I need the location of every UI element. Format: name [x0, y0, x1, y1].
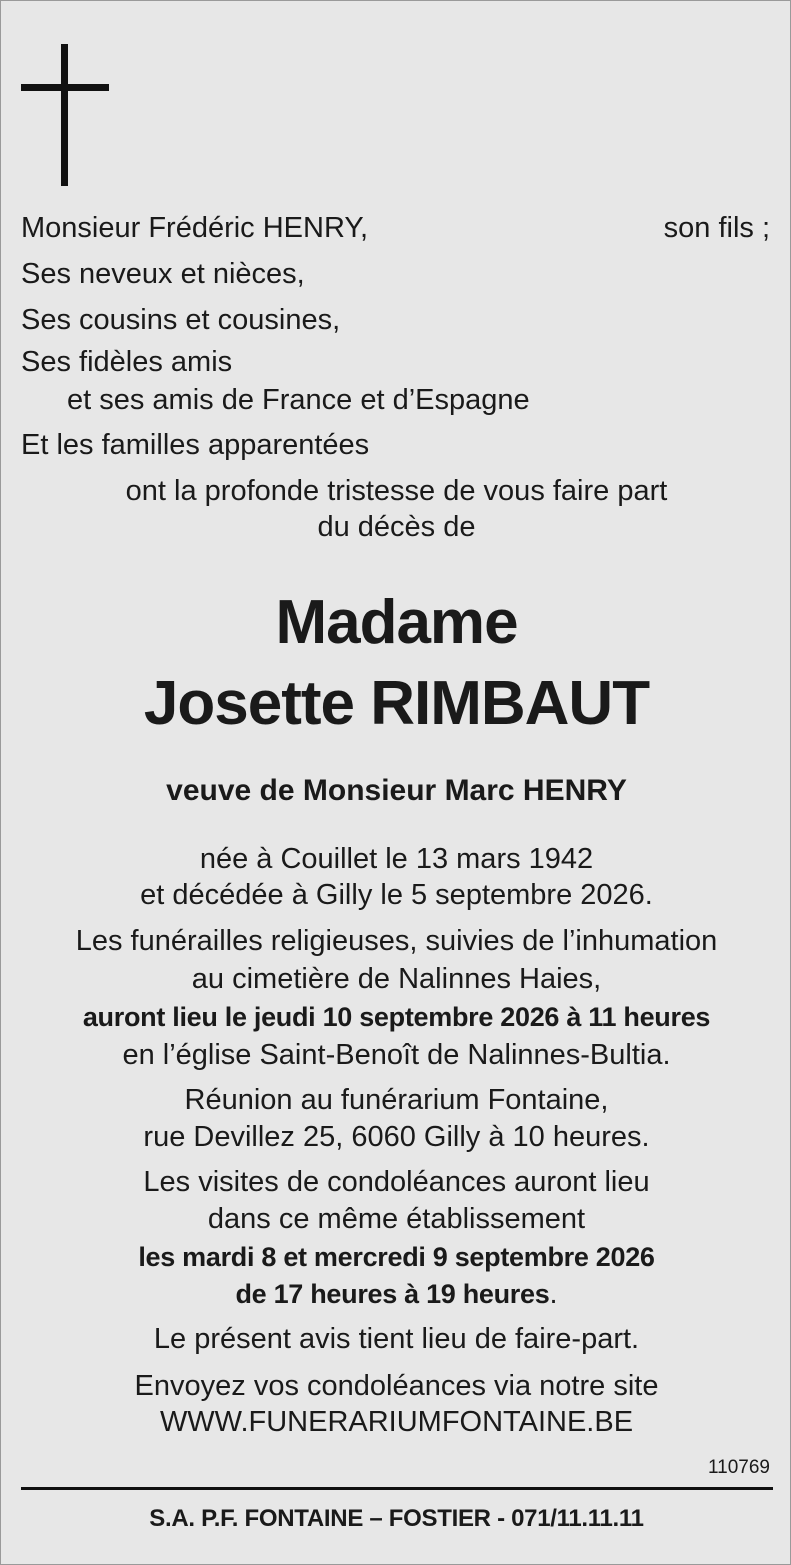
family-son-relation: son fils ; — [663, 212, 770, 244]
family-relatives: Et les familles apparentées — [21, 429, 370, 461]
birth-info: née à Couillet le 13 mars 1942 — [199, 843, 594, 875]
widow-of: veuve de Monsieur Marc HENRY — [166, 774, 627, 807]
family-friends-abroad: et ses amis de France et d’Espagne — [67, 384, 530, 416]
deceased-title: Madame — [275, 588, 518, 657]
visits-end: . — [549, 1278, 558, 1310]
deceased-name: Josette RIMBAUT — [143, 669, 650, 738]
funeral-line1: Les funérailles religieuses, suivies de l’inhumation — [75, 925, 718, 957]
family-cousins: Ses cousins et cousines, — [21, 304, 341, 336]
visits-line2: dans ce même établissement — [207, 1203, 586, 1235]
cross-icon — [21, 44, 109, 186]
funeral-place: en l’église Saint-Benoît de Nalinnes-Bultia. — [122, 1039, 671, 1071]
funeral-home-footer: S.A. P.F. FONTAINE – FOSTIER - 071/11.11.11 — [149, 1505, 644, 1532]
website-url: WWW.FUNERARIUMFONTAINE.BE — [159, 1406, 634, 1438]
family-friends: Ses fidèles amis — [21, 346, 233, 378]
funeral-date: auront lieu le jeudi 10 septembre 2026 à 11 heures — [82, 1002, 711, 1032]
death-info: et décédée à Gilly le 5 septembre 2026. — [140, 879, 653, 911]
family-son-name: Monsieur Frédéric HENRY, — [21, 212, 369, 244]
notice-text: Le présent avis tient lieu de faire-part. — [153, 1323, 640, 1355]
announcement-line2: du décès de — [317, 511, 476, 543]
visits-days: les mardi 8 et mercredi 9 septembre 2026 — [138, 1242, 655, 1272]
announcement-line1: ont la profonde tristesse de vous faire part — [125, 475, 668, 507]
online-line1: Envoyez vos condoléances via notre site — [134, 1370, 659, 1402]
reference-number: 110769 — [708, 1457, 770, 1478]
divider — [21, 1487, 773, 1490]
family-nephews: Ses neveux et nièces, — [21, 258, 305, 290]
visits-hours-line — [1, 1276, 791, 1312]
visits-hours: de 17 heures à 19 heures — [235, 1279, 550, 1309]
funeral-line2: au cimetière de Nalinnes Haies, — [191, 963, 602, 995]
visits-line1: Les visites de condoléances auront lieu — [143, 1166, 650, 1198]
meeting-line2: rue Devillez 25, 6060 Gilly à 10 heures. — [143, 1121, 650, 1153]
meeting-line1: Réunion au funérarium Fontaine, — [184, 1084, 609, 1116]
